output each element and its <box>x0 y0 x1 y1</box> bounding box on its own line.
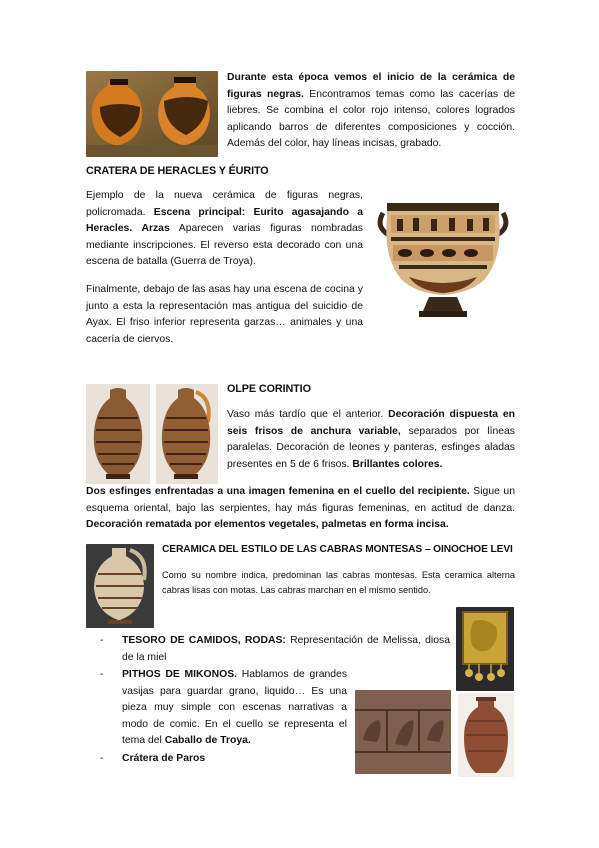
cratera-p1-c: Aparecen varias figuras nombradas mediante inscripciones. El reverso esta decorado con una escena de batalla (Guerra de Troya). <box>86 223 363 267</box>
list-item-2 <box>100 667 348 750</box>
olpe-paragraph-2 <box>86 484 515 534</box>
pithos-relief-image <box>355 690 451 774</box>
intro-bold: Durante esta época vemos el inicio de la cerámica de figuras negras. <box>227 72 515 100</box>
list-item-1-bold: TESORO DE CAMIDOS, RODAS: <box>122 635 286 646</box>
olpe-paragraph-1 <box>227 407 515 473</box>
oinochoe-image <box>86 544 154 628</box>
list-dash-2: - <box>100 669 104 680</box>
intro-paragraph <box>227 70 515 153</box>
list-item-2-bold: PITHOS DE MIKONOS. <box>122 669 238 680</box>
olpe-p2-a: Dos esfinges enfrentadas a una imagen femenina en el cuello del recipiente. <box>86 486 470 497</box>
list-dash-1: - <box>100 635 104 646</box>
list-item-3-bold: Crátera de Paros <box>122 753 206 764</box>
cabras-text <box>162 568 515 598</box>
cratera-paragraph-1 <box>86 188 363 271</box>
corinthian-olpe-image-right <box>156 384 218 484</box>
gold-plaque-image <box>456 607 514 691</box>
black-figure-vases-image <box>86 71 218 157</box>
pithos-vessel-image <box>458 693 514 777</box>
cratera-paragraph-2 <box>86 282 363 348</box>
list-item-3 <box>100 751 347 768</box>
list-item-2-bold-2: Caballo de Troya. <box>164 735 251 746</box>
olpe-p1-a: Vaso más tardío que el anterior. <box>227 409 389 420</box>
cabras-body: Como su nombre indica, predominan las cabras montesas. Esta ceramica alterna cabras lisas con motas. Las cabras marchan en el mismo sentido. <box>162 570 515 595</box>
list-item-1 <box>100 633 450 666</box>
krater-image <box>373 193 513 333</box>
olpe-heading: OLPE CORINTIO <box>227 383 311 395</box>
cratera-heading: CRATERA DE HERACLES Y ÉURITO <box>86 165 269 177</box>
olpe-p1-b: Decoración dispuesta en seis frisos de anchura variable, <box>227 409 516 437</box>
cratera-p2: Finalmente, debajo de las asas hay una escena de cocina y junto a esta la representación mas antigua del suicidio de Ayax. El friso inferior representa garzas… animales y una cacería de ciervos. <box>86 284 363 345</box>
list-dash-3: - <box>100 753 104 764</box>
list-item-1-text: Representación de Melissa, diosa de la miel <box>122 635 450 663</box>
olpe-p1-c: separados por líneas paralelas. Decoración de leones y panteras, esfinges aladas presentes en 5 de 6 frisos. <box>227 425 515 470</box>
olpe-p1-d: Brillantes colores. <box>352 458 443 470</box>
corinthian-olpe-image-left <box>86 384 150 484</box>
cratera-p1-a: Ejemplo de la nueva cerámica de figuras negras, policromada. <box>86 190 363 218</box>
cabras-heading: CERAMICA DEL ESTILO DE LAS CABRAS MONTESAS – OINOCHOE LEVI <box>162 544 513 555</box>
cratera-p1-b: Escena principal: Eurito agasajando a Heracles. Arzas <box>86 206 363 234</box>
olpe-p2-c: Decoración rematada por elementos vegetales, palmetas en forma incisa. <box>86 519 449 530</box>
olpe-p2-b: Sigue un esquema oriental, bajo las serpientes, hay más figuras femeninas, en actitud de danza. <box>86 486 515 514</box>
list-item-2-text: Hablamos de grandes vasijas para guardar grano, liquido… Es una pieza muy simple con escenas narrativas a modo de comic. En el cuello se representa el tema del <box>122 669 348 746</box>
intro-text: Encontramos temas como las cacerías de liebres. Se combina el color rojo intenso, colores logrados aplicando barros de diferentes composiciones y cocción. Además del color, hay líneas incisas, grabado. <box>227 88 515 149</box>
